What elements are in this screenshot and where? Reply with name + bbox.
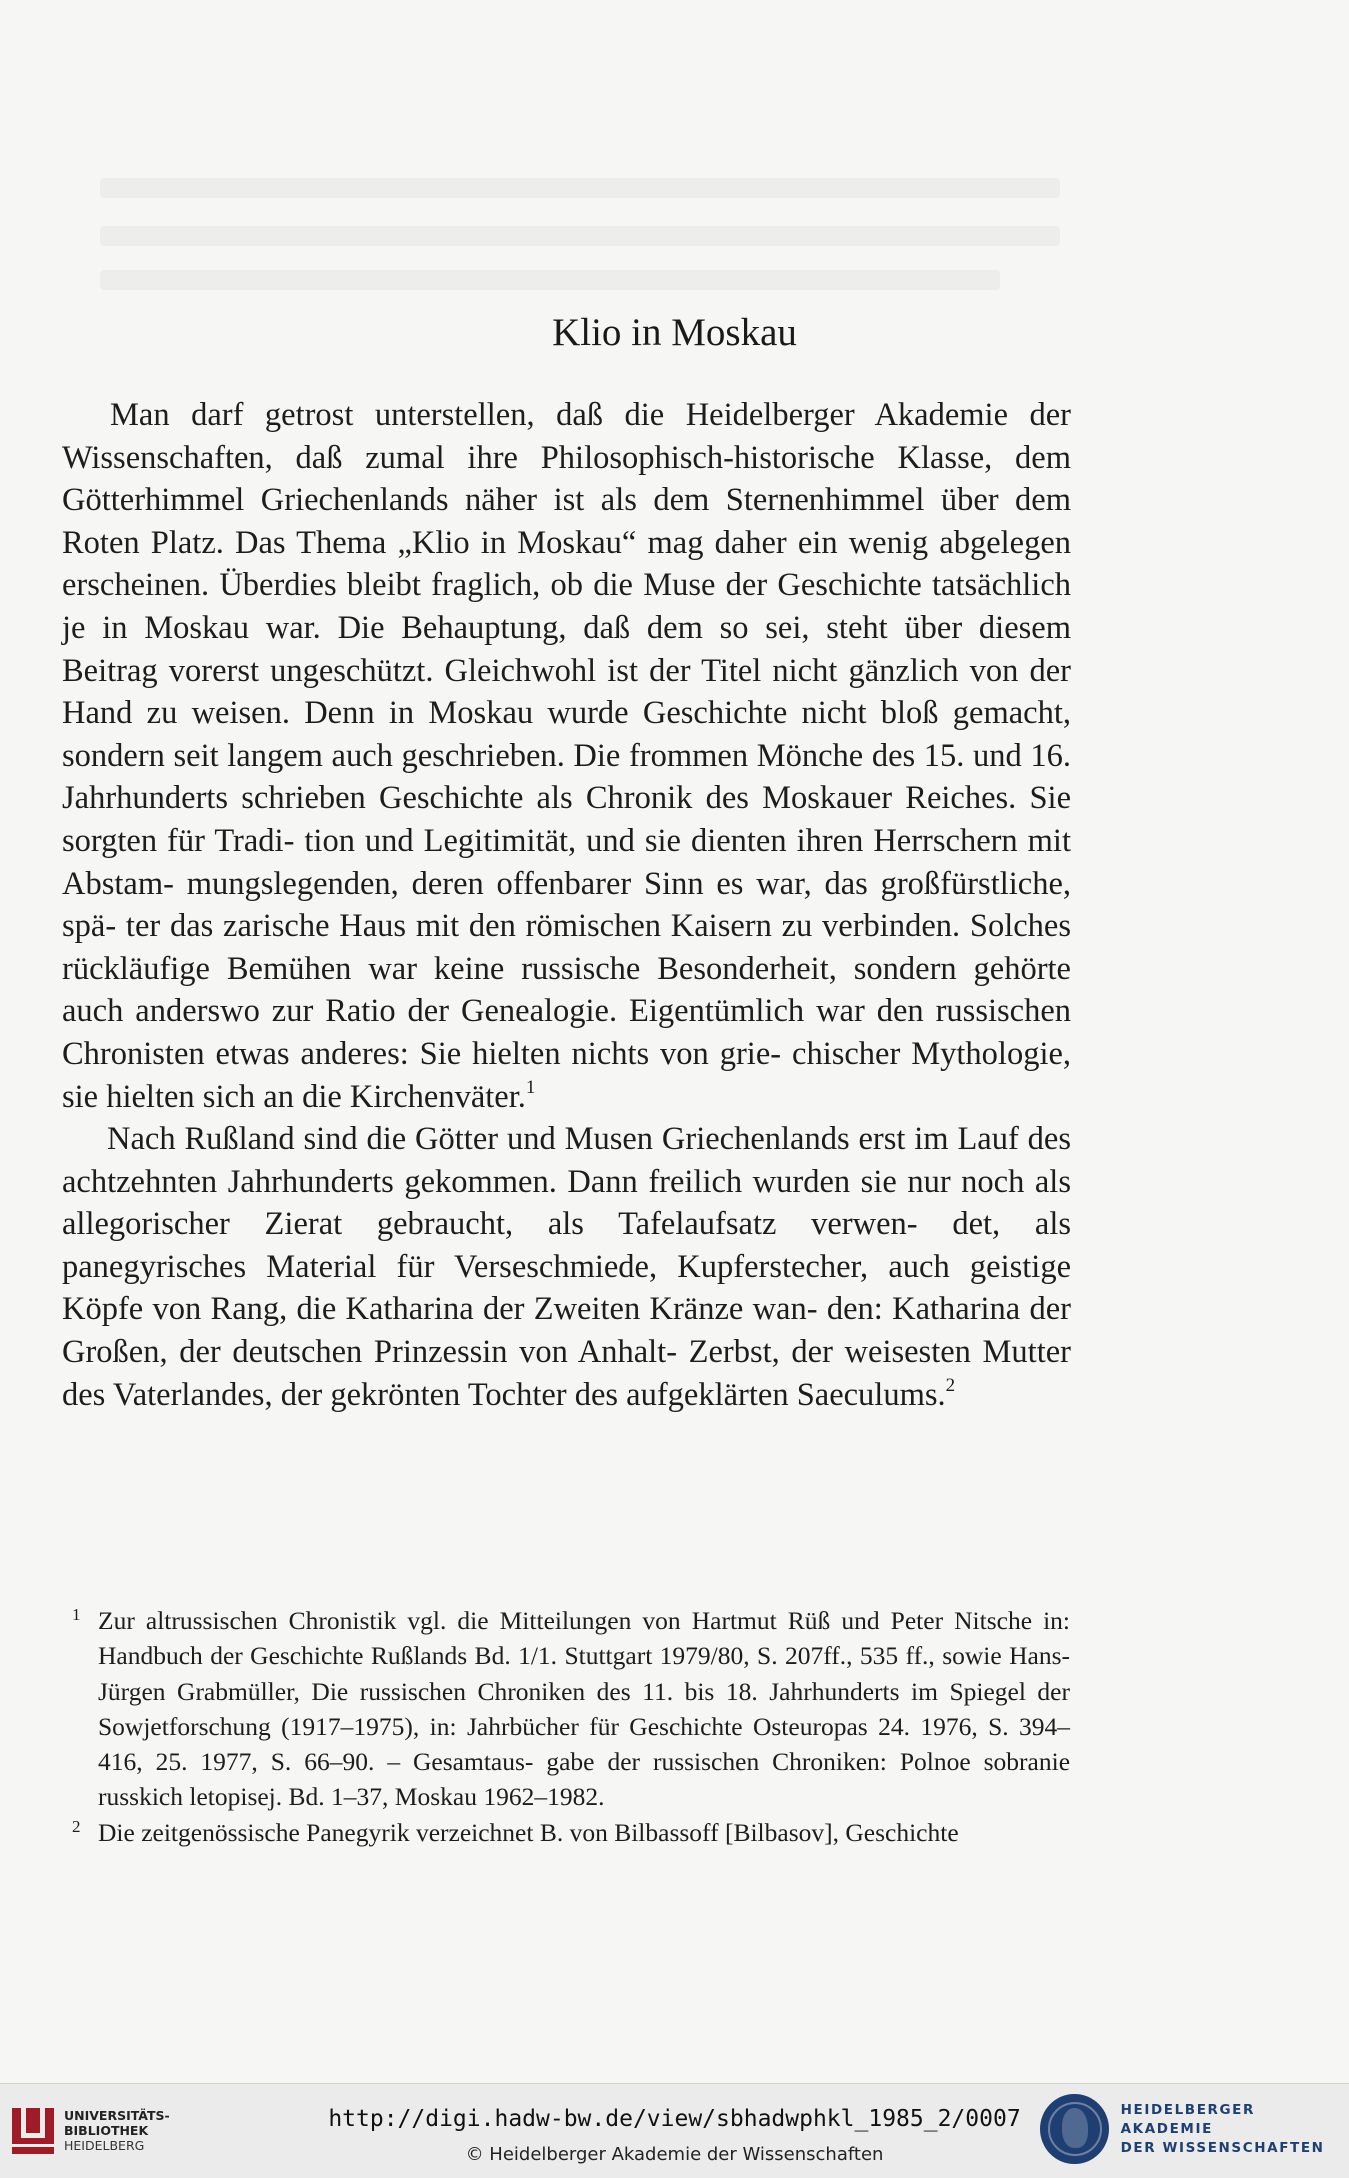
footnote-1	[72, 1603, 1070, 1815]
footnote-number: 2	[72, 1816, 81, 1836]
footnote-text: Zur altrussischen Chronistik vgl. die Mitteilungen von Hartmut Rüß und Peter Nitsche in: Handbuch der Geschichte Rußlands Bd. 1/1. Stuttgart 1979/80, S. 207ff., 535 ff., sowie Hans-Jürgen Grabmüller, Die russischen Chroniken des 11. bis 18. Jahrhunderts im Spiegel der Sowjetforschung (1917–1975), in: Jahrbücher für Geschichte Osteuropas 24. 1976, S. 394–416, 25. 1977, S. 66–90. – Gesamtaus-	[98, 1606, 1070, 1777]
paragraph-1	[62, 394, 1071, 1118]
paragraph-2	[62, 1118, 1071, 1416]
paragraph-segment: ter das zarische Haus mit den römischen Kaisern zu verbinden. Solches rückläufige Bemühen war keine russische Besonderheit, sondern gehörte auch anderswo zur Ratio der Genealogie. Eigentümlich war den russischen Chronisten etwas anderes: Sie hielten nichts von grie-	[62, 908, 1071, 1072]
footnote-2	[72, 1815, 1070, 1850]
logo-line: DER WISSENSCHAFTEN	[1120, 2139, 1325, 2156]
show-through-line	[100, 178, 1060, 198]
paragraph-segment: den: Katharina der Großen, der deutschen Prinzessin von Anhalt-	[62, 1291, 1072, 1371]
viewer-footer	[0, 2083, 1349, 2178]
copyright-notice: © Heidelberger Akademie der Wissenschaften	[465, 2144, 884, 2165]
academy-logo-text	[1121, 2101, 1349, 2158]
footnote-ref-1[interactable]: 1	[525, 1076, 536, 1098]
paragraph-segment: Zerbst, der weisesten Mutter des Vaterlandes, der gekrönten Tochter des aufgeklärten Saeculums.	[62, 1334, 1071, 1413]
show-through-line	[100, 270, 1000, 290]
paragraph-segment: chischer Mythologie, sie hielten sich an die Kirchenväter.	[62, 1035, 1072, 1115]
footnote-ref-2[interactable]: 2	[945, 1374, 956, 1396]
academy-logo[interactable]	[1040, 2094, 1349, 2164]
paragraph-segment: mungslegenden, deren offenbarer Sinn es war, das großfürstliche, spä-	[62, 865, 1072, 945]
page-title: Klio in Moskau	[552, 311, 797, 354]
paragraph-segment: tion und Legitimität, und sie dienten ihren Herrschern mit Abstam-	[62, 822, 1071, 902]
footnotes	[72, 1603, 1070, 1850]
paragraph-segment: Man darf getrost unterstellen, daß die Heidelberger Akademie der Wissenschaften, daß zumal ihre Philosophisch-historische Klasse, dem Götterhimmel Griechenlands näher ist als dem Sternenhimmel über dem Roten Platz. Das Thema „Klio in Moskau“ mag daher ein wenig abgelegen erscheinen. Überdies bleibt fraglich, ob die Muse der Geschichte tatsächlich je in Moskau war. Die Behauptung, daß dem so sei, steht über diesem Beitrag vorerst ungeschützt. Gleichwohl ist der Titel nicht gänzlich von der Hand zu weisen. Denn in Moskau wurde Geschichte nicht bloß gemacht, sondern seit langem auch geschrieben. Die frommen Mönche des 15. und 16. Jahrhunderts schrieben Geschichte als Chronik des Moskauer Reiches. Sie sorgten für Tradi-	[62, 397, 1071, 859]
paragraph-segment: Nach Rußland sind die Götter und Musen Griechenlands erst im Lauf des achtzehnten Jahrhunderts gekommen. Dann freilich wurden sie nur noch als allegorischer Zierat gebraucht, als Tafelaufsatz verwen-	[62, 1121, 1071, 1243]
footnote-text: gabe der russischen Chroniken: Polnoe sobranie russkich letopisej. Bd. 1–37, Moskau 1962–1982.	[98, 1747, 1071, 1812]
body-text	[62, 394, 1071, 1416]
show-through-line	[100, 226, 1060, 246]
logo-line: BIBLIOTHEK	[64, 2123, 149, 2138]
paragraph-segment: det, als panegyrisches Material für Verseschmiede, Kupferstecher, auch geistige Köpfe von Rang, die Katharina der Zweiten Kränze wan-	[62, 1206, 1072, 1328]
logo-line: HEIDELBERGER AKADEMIE	[1120, 2101, 1256, 2137]
footnote-text: Die zeitgenössische Panegyrik verzeichnet B. von Bilbassoff [Bilbasov], Geschichte	[98, 1817, 959, 1847]
logo-line: UNIVERSITÄTS-	[64, 2108, 170, 2123]
academy-seal-icon	[1040, 2094, 1109, 2164]
permalink-url[interactable]: http://digi.hadw-bw.de/view/sbhadwphkl_1985_2/0007	[328, 2106, 1021, 2132]
footnote-number: 1	[72, 1605, 81, 1624]
logo-line: HEIDELBERG	[64, 2138, 145, 2153]
